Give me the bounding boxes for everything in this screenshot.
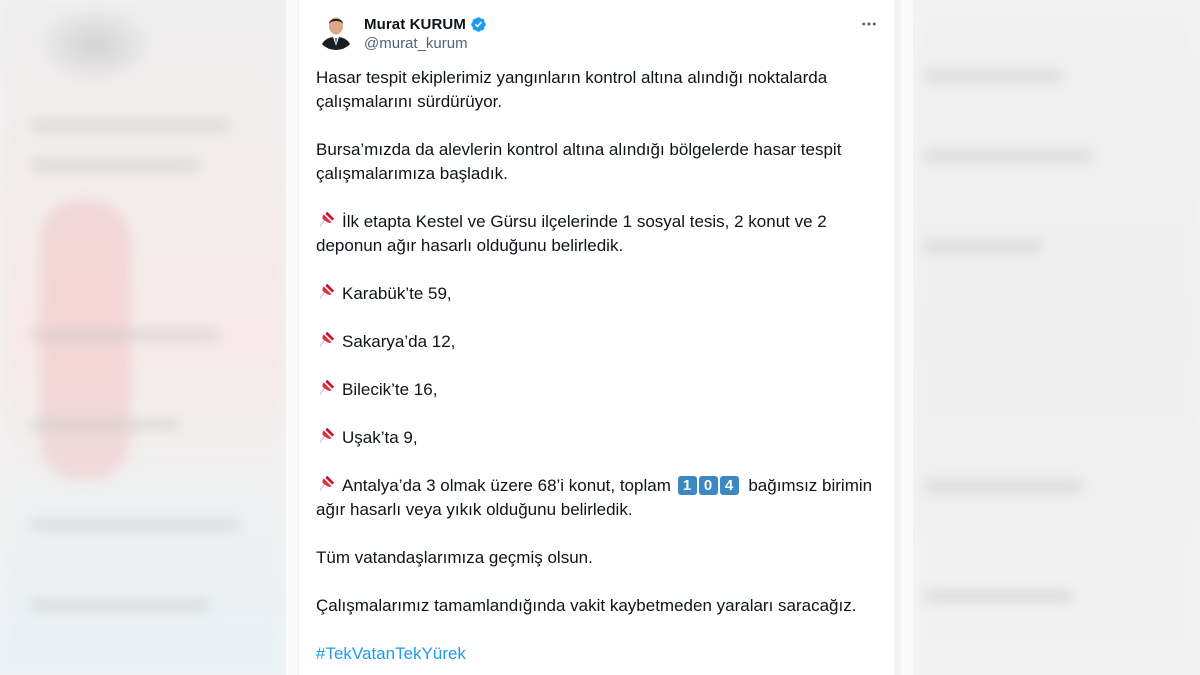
tweet-paragraph-7 <box>316 426 876 450</box>
pushpin-icon <box>316 282 336 302</box>
avatar-portrait-icon <box>316 10 356 50</box>
keycap-number <box>678 476 741 495</box>
pushpin-icon <box>316 378 336 398</box>
avatar[interactable] <box>316 10 356 50</box>
pushpin-icon <box>316 330 336 350</box>
blurred-background-right <box>913 0 1200 675</box>
keycap-digit: 0 <box>699 476 718 495</box>
tweet-paragraph-1: Hasar tespit ekiplerimiz yangınların kontrol altına alındığı noktalarda çalışmalarını sürdürüyor. <box>316 68 828 111</box>
keycap-digit: 1 <box>678 476 697 495</box>
tweet-paragraph-2: Bursa’mızda da alevlerin kontrol altına alındığı bölgelerde hasar tespit çalışmalarımıza başladık. <box>316 140 842 183</box>
tweet-paragraph-6-text: Bilecik’te 16, <box>342 380 438 399</box>
tweet-paragraph-10: Çalışmalarımız tamamlandığında vakit kaybetmeden yaraları saracağız. <box>316 596 857 615</box>
pushpin-icon <box>316 474 336 494</box>
divider-left <box>286 0 298 675</box>
tweet-card <box>298 0 895 675</box>
hashtag-link[interactable]: #TekVatanTekYürek <box>316 644 466 663</box>
tweet-paragraph-8 <box>316 474 876 522</box>
divider-right <box>901 0 913 675</box>
blurred-background-left <box>0 0 286 675</box>
tweet-paragraph-7-text: Uşak’ta 9, <box>342 428 418 447</box>
tweet-hashtag-row <box>316 642 876 666</box>
tweet-paragraph-8-text-after: bağımsız birimin ağır hasarlı veya yıkık olduğunu belirledik. <box>316 476 873 519</box>
tweet-paragraph-8-text-before: Antalya’da 3 olmak üzere 68’i konut, toplam <box>342 476 671 495</box>
keycap-digit: 4 <box>720 476 739 495</box>
pushpin-icon <box>316 210 336 230</box>
tweet-paragraph-6 <box>316 378 876 402</box>
tweet-paragraph-4 <box>316 282 876 306</box>
more-options-button[interactable] <box>857 12 881 36</box>
pushpin-icon <box>316 426 336 446</box>
author-handle[interactable]: @murat_kurum <box>364 35 468 52</box>
tweet-paragraph-3-text: İlk etapta Kestel ve Gürsu ilçelerinde 1 sosyal tesis, 2 konut ve 2 deponun ağır hasarlı olduğunu belirledik. <box>316 212 827 255</box>
author-display-name[interactable]: Murat KURUM <box>364 15 466 33</box>
tweet-paragraph-5-text: Sakarya’da 12, <box>342 332 456 351</box>
verified-badge-icon <box>470 16 487 33</box>
tweet-paragraph-3 <box>316 210 876 258</box>
tweet-header <box>316 10 881 58</box>
more-options-icon <box>860 15 878 33</box>
tweet-text <box>316 66 876 675</box>
tweet-paragraph-9: Tüm vatandaşlarımıza geçmiş olsun. <box>316 548 593 567</box>
tweet-paragraph-5 <box>316 330 876 354</box>
tweet-paragraph-4-text: Karabük’te 59, <box>342 284 452 303</box>
name-row <box>364 14 487 34</box>
